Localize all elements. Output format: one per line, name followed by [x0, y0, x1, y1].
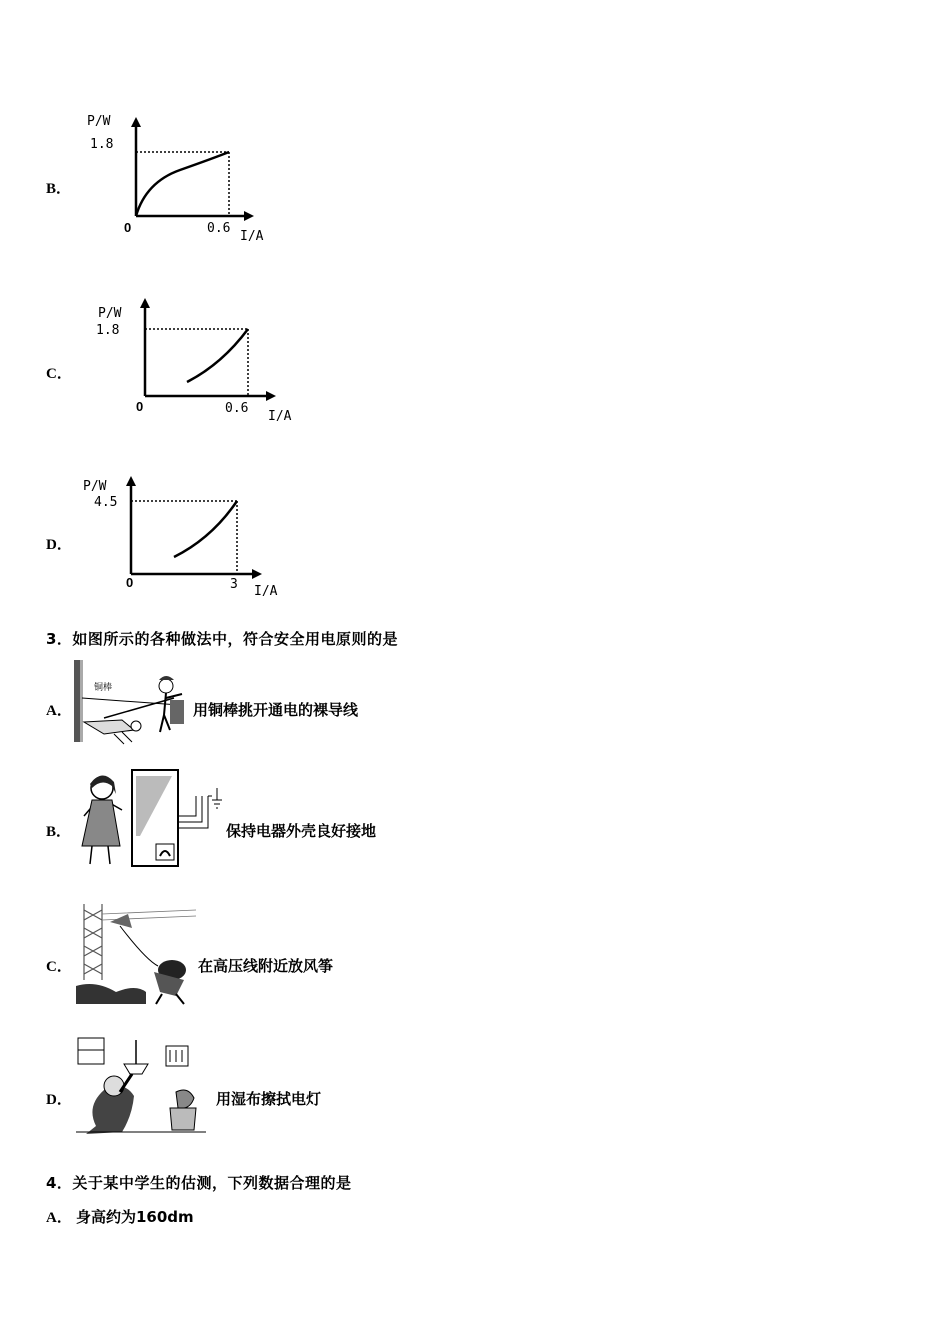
y-axis-arrow: [140, 298, 150, 308]
y-tick-label: 1.8: [90, 137, 114, 152]
copper-rod-illustration: [74, 660, 194, 745]
y-axis-arrow: [126, 476, 136, 486]
x-axis-arrow: [266, 391, 276, 401]
option-label-c: C．: [46, 366, 72, 382]
x-tick-label: 0.6: [207, 221, 231, 236]
x-axis-label: I/A: [268, 409, 292, 424]
wet-cloth-lamp-illustration: [76, 1036, 206, 1136]
grounded-appliance-illustration: [76, 766, 228, 870]
option-c-caption: 在高压线附近放风筝: [198, 957, 334, 975]
option-label-d: D．: [46, 537, 72, 553]
x-axis-arrow: [244, 211, 254, 221]
x-axis-label: I/A: [240, 229, 264, 244]
power-curve: [187, 329, 248, 382]
x-tick-label: 3: [230, 577, 238, 592]
question-3-title: 3．如图所示的各种做法中，符合安全用电原则的是: [46, 630, 398, 648]
y-axis-label: P/W: [98, 306, 122, 321]
option-b-caption: 保持电器外壳良好接地: [226, 822, 377, 840]
power-current-graph-c: [90, 292, 300, 432]
y-axis-arrow: [131, 117, 141, 127]
origin-label: 0: [136, 399, 144, 414]
option-label-d-q3: D．: [46, 1092, 72, 1108]
origin-label: 0: [124, 220, 132, 235]
question-4-title: 4．关于某中学生的估测，下列数据合理的是: [46, 1174, 352, 1192]
x-axis-label: I/A: [254, 584, 278, 599]
option-label-a: A．: [46, 703, 72, 719]
option-label-b-q3: B．: [46, 824, 72, 840]
power-curve: [136, 152, 229, 216]
power-current-graph-d: [78, 470, 288, 605]
option-label-a-q4: A．: [46, 1210, 72, 1226]
copper-rod-label: 铜棒: [94, 683, 113, 693]
y-axis-label: P/W: [87, 114, 111, 129]
option-label-c-q3: C．: [46, 959, 72, 975]
power-current-graph-b: [80, 108, 270, 248]
option-a-caption: 用铜棒挑开通电的裸导线: [193, 701, 359, 719]
y-tick-label: 4.5: [94, 495, 118, 510]
option-label-b: B．: [46, 181, 72, 197]
y-tick-label: 1.8: [96, 323, 120, 338]
power-curve: [174, 501, 237, 557]
option-a-text-q4: 身高约为160dm: [76, 1208, 194, 1226]
option-d-caption: 用湿布擦拭电灯: [216, 1090, 322, 1108]
kite-near-power-line-illustration: [76, 900, 200, 1006]
y-axis-label: P/W: [83, 479, 107, 494]
x-axis-arrow: [252, 569, 262, 579]
origin-label: 0: [126, 575, 134, 590]
x-tick-label: 0.6: [225, 401, 249, 416]
